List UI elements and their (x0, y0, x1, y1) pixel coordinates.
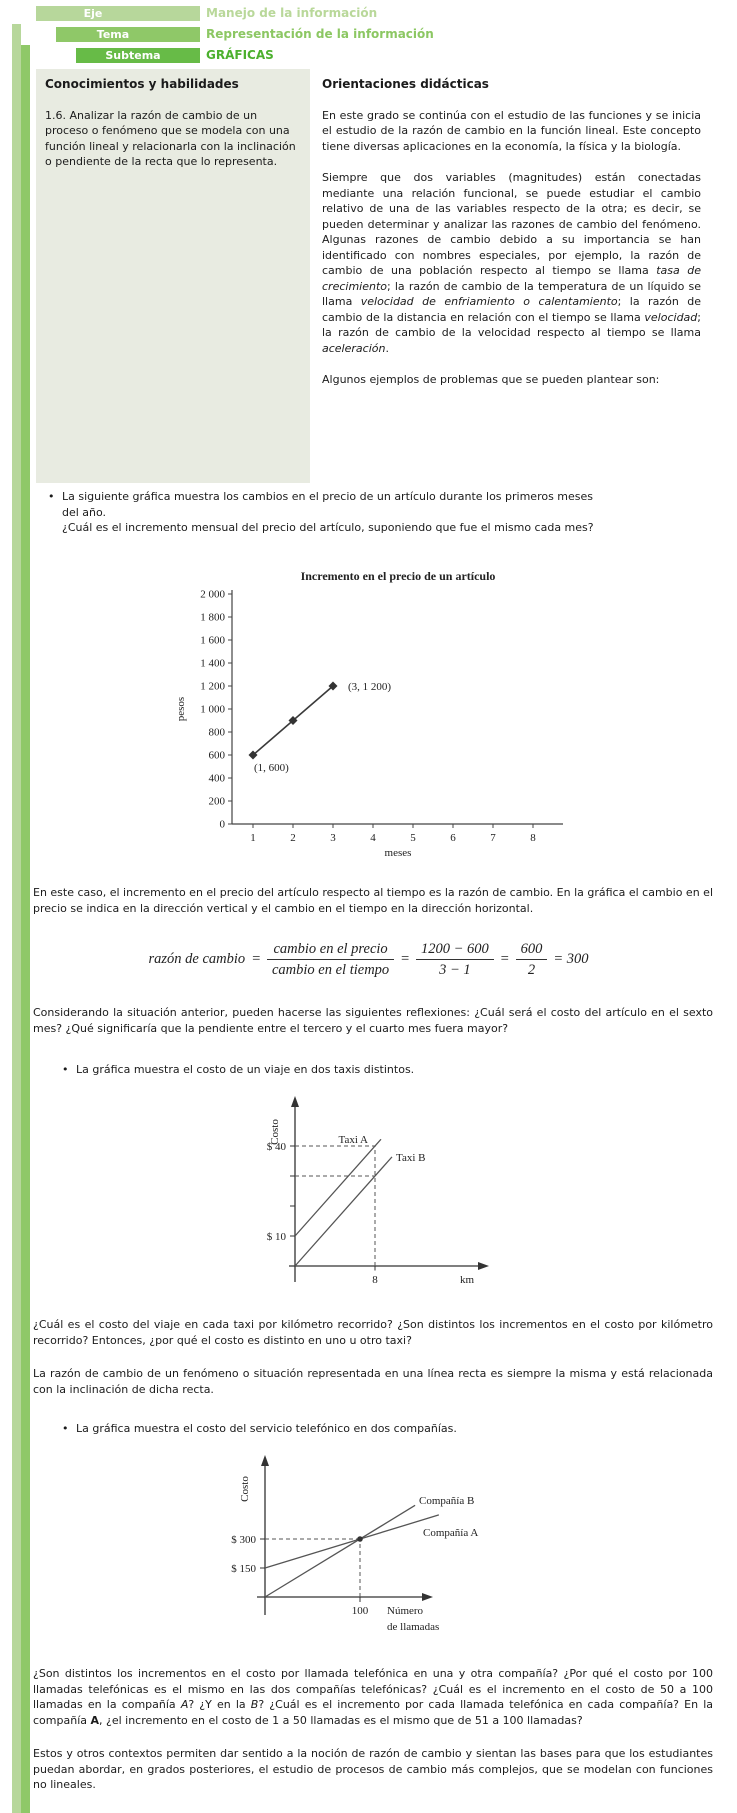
text-segment: ; la razón de cambio de la temperatura de un líquido se llama (322, 279, 701, 308)
paragraph-phone-question (33, 1666, 713, 1728)
y-tick-label: $ 150 (231, 1562, 256, 1575)
text-segment: velocidad (644, 310, 698, 324)
text-segment: ; la razón de cambio de la velocidad respecto al tiempo se llama (322, 310, 701, 339)
text-segment: ; la razón de cambio de la distancia en relación con el tiempo se llama (322, 295, 702, 324)
subtema-label-box: Subtema (76, 48, 190, 63)
x-tick-label: 7 (490, 831, 496, 844)
formula-equals-3: = (499, 950, 510, 967)
chart-title: Incremento en el precio de un artículo (300, 568, 496, 583)
bullet-taxi-text: La gráfica muestra el costo de un viaje en dos taxis distintos. (76, 1063, 415, 1076)
taxi-series-line (295, 1156, 392, 1265)
tema-value: Representación de la información (206, 26, 434, 41)
left-green-strip-outer (12, 24, 21, 1813)
x-tick-label: 8 (372, 1273, 378, 1286)
x-axis-arrowhead (478, 1262, 489, 1270)
knowledge-skills-title: Conocimientos y habilidades (45, 77, 239, 91)
header-row-subtema (76, 48, 737, 63)
series-label-taxi-a: Taxi A (338, 1133, 368, 1146)
text-segment: ? ¿Cuál es el incremento por cada llamada telefónica en cada compañía? En la compañía (33, 1698, 713, 1727)
x-axis-arrowhead (422, 1593, 433, 1601)
taxi-cost-chart (215, 1086, 737, 1301)
bullet-price-line1: La siguiente gráfica muestra los cambios en el precio de un artículo durante los primeros meses del año. (62, 490, 594, 519)
bullet-price-line2: ¿Cuál es el incremento mensual del precio del artículo, suponiendo que fue el mismo cada mes? (62, 521, 594, 534)
y-tick-label: 2 000 (200, 588, 225, 600)
x-tick-label: 2 (290, 831, 296, 844)
series-label-company-a: Compañía A (423, 1526, 479, 1539)
knowledge-skills-panel (36, 69, 310, 483)
paragraph-rate-line: La razón de cambio de un fenómeno o situación representada en una línea recta es siempre la misma y está relacionada con la inclinación de dicha recta. (33, 1367, 713, 1396)
tema-connector-bar (170, 27, 200, 42)
series-label-taxi-b: Taxi B (396, 1151, 426, 1164)
didactic-orientations-title: Orientaciones didácticas (322, 77, 489, 91)
paragraph-taxi-question: ¿Cuál es el costo del viaje en cada taxi por kilómetro recorrido? ¿Son distintos los incrementos en el costo por kilómetro recorrido? Entonces, ¿por qué el costo es distinto en uno u otro taxi? (33, 1318, 713, 1347)
y-tick-label: 1 600 (200, 634, 225, 646)
taxi-chart-svg (215, 1086, 575, 1296)
bullet-price-text (62, 489, 610, 536)
y-axis-label: pesos (175, 696, 187, 721)
text-segment: A (180, 1698, 189, 1711)
orientations-paragraph-2 (322, 170, 701, 356)
x-tick-label: 5 (410, 831, 416, 844)
subtema-connector-bar (190, 48, 200, 63)
y-axis-arrowhead (261, 1455, 269, 1466)
phone-series-line (265, 1505, 415, 1597)
phone-chart-svg (185, 1447, 535, 1645)
y-axis-label: Costo (239, 1475, 251, 1502)
y-tick-label: 1 800 (200, 611, 225, 623)
fraction-numerator: 1200 − 600 (416, 940, 494, 960)
formula-fraction-values (416, 940, 494, 979)
bullet-marker: • (48, 490, 55, 503)
formula-fraction-simplified (516, 940, 548, 979)
x-axis-label: de llamadas (387, 1620, 440, 1633)
phone-series-line (265, 1514, 439, 1567)
text-segment: B (250, 1698, 259, 1711)
y-tick-label: $ 300 (231, 1533, 256, 1546)
header-row-eje (36, 6, 737, 21)
y-tick-label: $ 40 (266, 1140, 286, 1153)
x-axis-label: Número (387, 1604, 424, 1617)
series-label-company-b: Compañía B (419, 1494, 475, 1507)
x-axis-label: km (459, 1273, 475, 1286)
orientations-paragraph-3: Algunos ejemplos de problemas que se pueden plantear son: (322, 373, 660, 386)
x-tick-label: 8 (530, 831, 536, 844)
eje-label-box: Eje (36, 6, 150, 21)
bullet-item-phone (62, 1421, 737, 1437)
point-annotation: (3, 1 200) (348, 680, 392, 693)
didactic-orientations-panel (310, 69, 713, 483)
text-segment: aceleración (322, 341, 386, 355)
formula-result: = 300 (553, 950, 589, 967)
left-green-strip-inner (21, 45, 30, 1813)
program-header (0, 0, 737, 63)
point-annotation: (1, 600) (254, 761, 289, 774)
intersection-point (357, 1536, 363, 1542)
y-axis-arrowhead (291, 1096, 299, 1107)
text-segment: A (90, 1713, 99, 1727)
fraction-denominator: cambio en el tiempo (271, 962, 390, 978)
formula-lhs: razón de cambio (148, 950, 246, 967)
text-segment: , ¿el incremento en el costo de 1 a 50 llamadas es el mismo que de 51 a 100 llamadas? (99, 1713, 583, 1727)
two-column-section (0, 69, 737, 483)
fraction-numerator: 600 (516, 940, 548, 960)
y-tick-label: 0 (219, 818, 225, 830)
text-segment: velocidad de enfriamiento o calentamiento (360, 295, 618, 308)
price-chart-svg (150, 546, 630, 864)
x-tick-label: 100 (351, 1604, 369, 1617)
text-segment: Siempre que dos variables (magnitudes) están conectadas mediante una relación funcional, se puede estudiar el cambio relativo de una de las variables respecto de la otra; es decir, se pueden determinar y analizar las razones de cambio del fenómeno. Algunas razones de cambio debido a su importancia se han identificado con nombres especiales, por ejemplo, la razón de cambio de una población respecto al tiempo se llama (322, 171, 701, 277)
y-tick-label: 1 400 (200, 657, 225, 669)
y-tick-label: 1 000 (200, 703, 225, 715)
rate-of-change-formula (0, 940, 737, 979)
y-tick-label: 800 (208, 726, 225, 738)
formula-fraction-words (267, 940, 394, 979)
bullet-marker: • (62, 1063, 69, 1076)
fraction-numerator: cambio en el precio (267, 940, 394, 960)
eje-connector-bar (150, 6, 200, 21)
y-tick-label: 1 200 (200, 680, 225, 692)
bullet-marker: • (62, 1422, 69, 1435)
formula-equals-2: = (400, 950, 410, 967)
eje-value: Manejo de la información (206, 5, 378, 20)
text-segment: ¿Son distintos los incrementos en el costo por llamada telefónica en una y otra compañía? ¿Por qué el costo por 100 llamadas telefónicas es el mismo en las dos compañías telefónicas? ¿Cuál es el incremento en el costo de 50 a 100 llamadas en la compañía (33, 1667, 713, 1711)
paragraph-after-price-chart: En este caso, el incremento en el precio del artículo respecto al tiempo es la razón de cambio. En la gráfica el cambio en el precio se indica en la dirección vertical y el cambio en el tiempo en la dirección horizontal. (33, 886, 713, 915)
x-axis-label: meses (384, 846, 412, 859)
x-tick-label: 4 (370, 831, 376, 844)
tema-label-box: Tema (56, 27, 170, 42)
y-axis-label: Costo (269, 1118, 281, 1145)
fraction-denominator: 3 − 1 (439, 962, 471, 978)
taxi-series-line (295, 1139, 381, 1236)
text-segment: . (385, 341, 389, 355)
bullet-item-taxi (62, 1062, 737, 1078)
x-tick-label: 6 (450, 831, 456, 844)
paragraph-considerando: Considerando la situación anterior, pueden hacerse las siguientes reflexiones: ¿Cuál será el costo del artículo en el sexto mes? ¿Qué significaría que la pendiente entre el tercero y el cuarto mes fuera mayor? (33, 1006, 713, 1035)
y-tick-label: 600 (208, 749, 225, 761)
bullet-phone-text: La gráfica muestra el costo del servicio telefónico en dos compañías. (76, 1422, 457, 1435)
phone-cost-chart (185, 1447, 737, 1650)
x-tick-label: 1 (250, 831, 256, 844)
text-segment: tasa de crecimiento (322, 264, 702, 293)
y-tick-label: 400 (208, 772, 225, 784)
text-segment: ? ¿Y en la (188, 1698, 251, 1711)
paragraph-closing: Estos y otros contextos permiten dar sentido a la noción de razón de cambio y sientan las bases para que los estudiantes puedan abordar, en grados posteriores, el estudio de procesos de cambio más complejos, que se modelan con funciones no lineales. (33, 1747, 713, 1791)
y-tick-label: $ 10 (266, 1230, 286, 1243)
subtema-value: GRÁFICAS (206, 47, 274, 62)
header-row-tema (56, 27, 737, 42)
y-tick-label: 200 (208, 795, 225, 807)
fraction-denominator: 2 (527, 962, 536, 978)
orientations-paragraph-1: En este grado se continúa con el estudio de las funciones y se inicia el estudio de la razón de cambio en la función lineal. Este concepto tiene diversas aplicaciones en la economía, la física y la biología. (322, 108, 701, 153)
price-increase-chart (150, 546, 737, 869)
formula-equals-1: = (251, 950, 261, 967)
knowledge-skills-body: 1.6. Analizar la razón de cambio de un proceso o fenómeno que se modela con una función lineal y relacionarla con la inclinación o pendiente de la recta que lo representa. (45, 108, 296, 168)
x-tick-label: 3 (330, 831, 336, 844)
bullet-item-price-graph (48, 489, 737, 536)
